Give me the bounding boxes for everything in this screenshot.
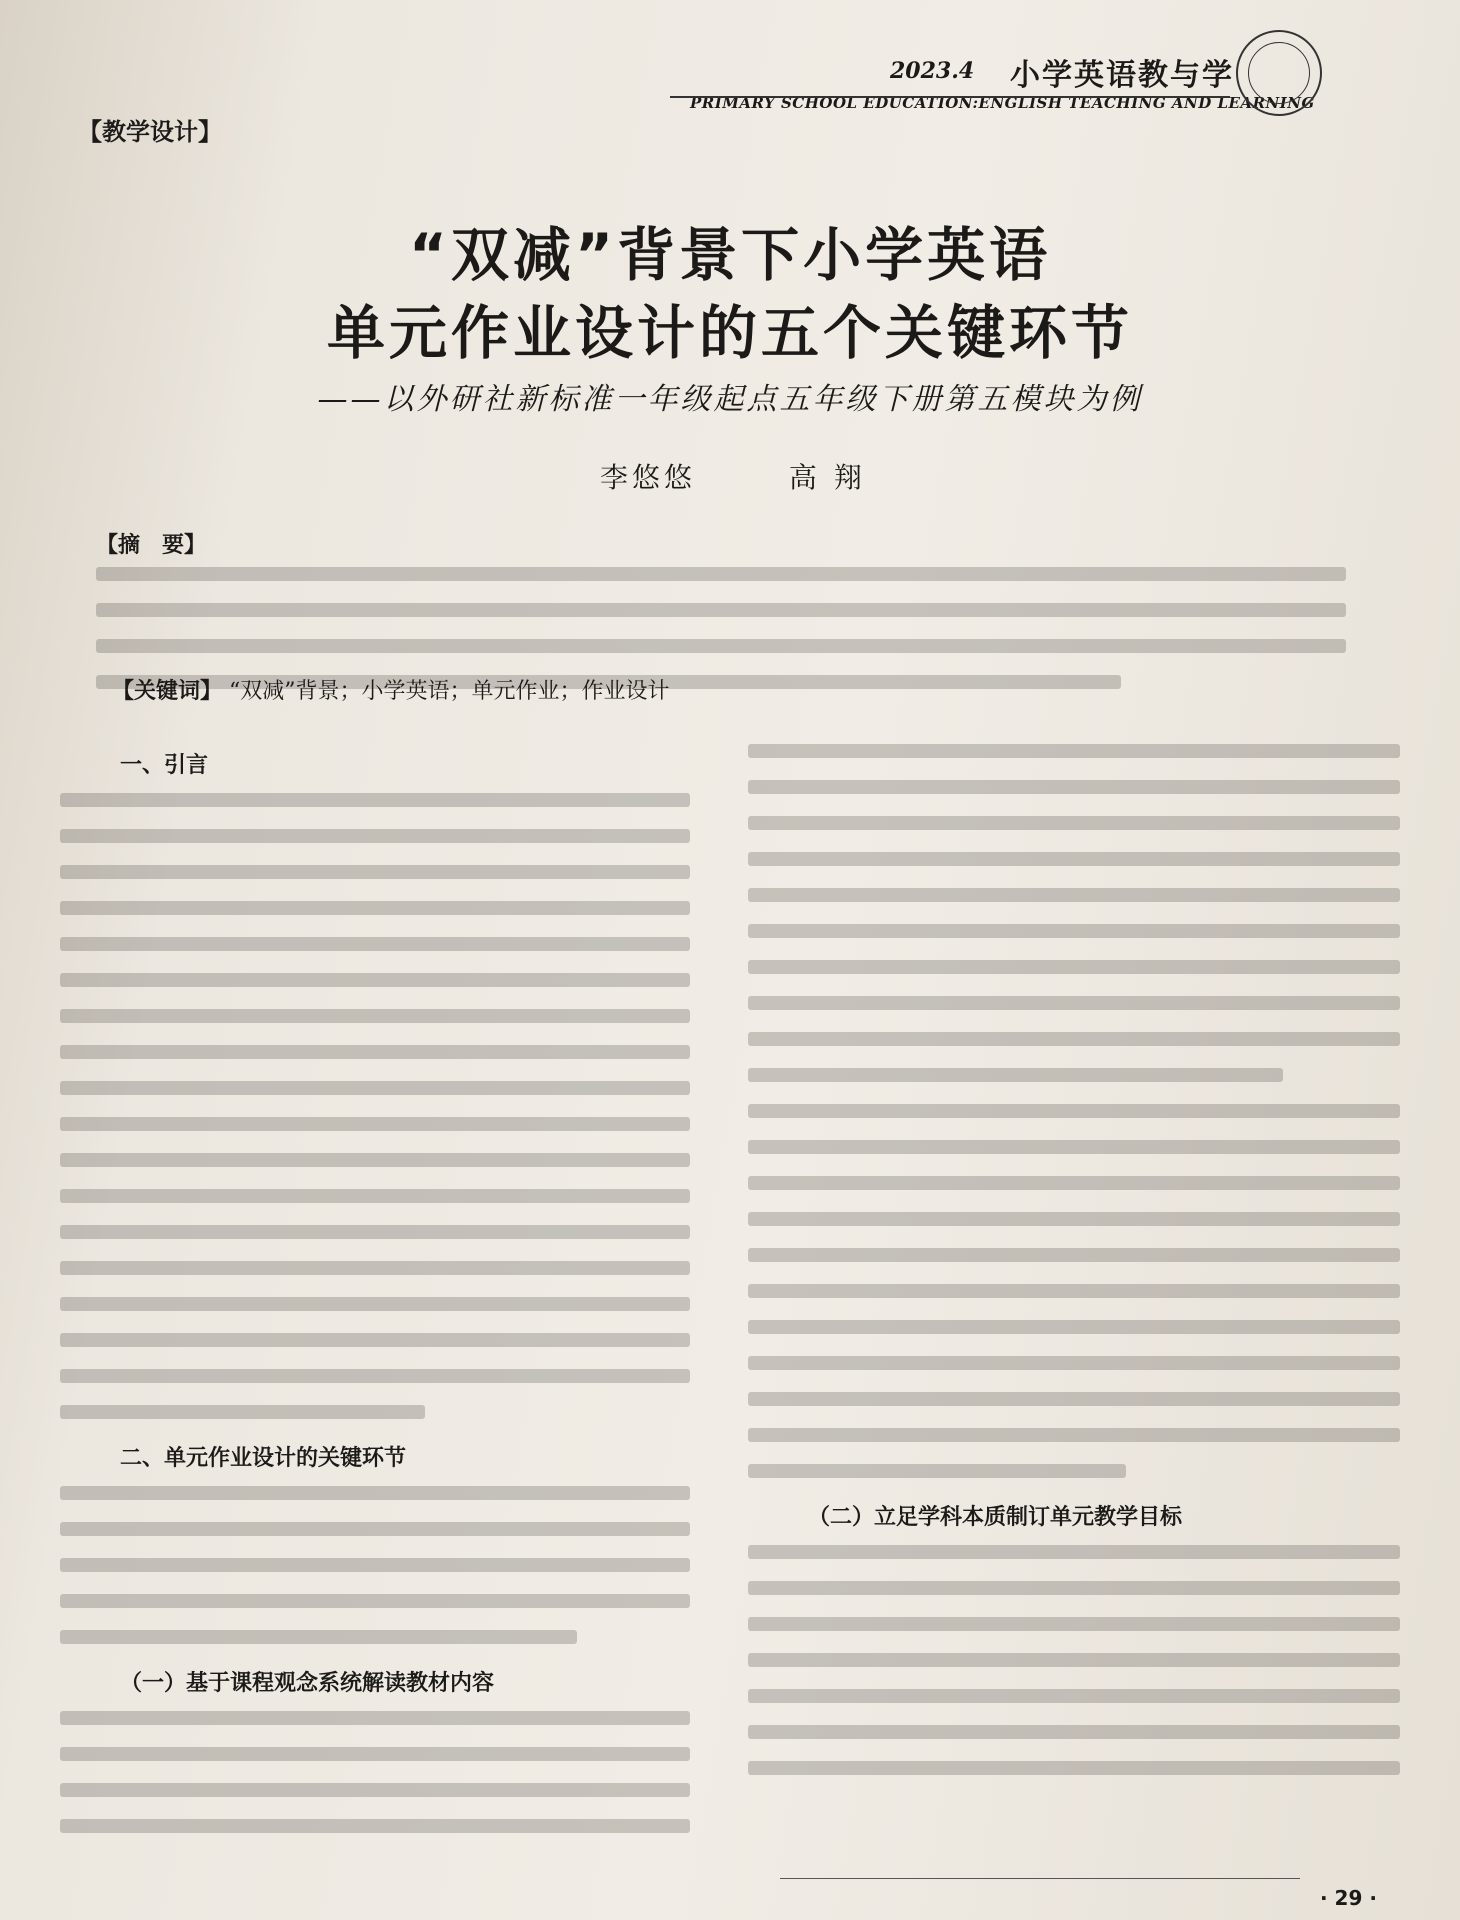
authors	[600, 456, 946, 496]
page-number: · 29 ·	[1320, 1886, 1377, 1910]
body-line	[60, 1783, 690, 1797]
body-line	[748, 780, 1400, 794]
keywords-value: “双减”背景；小学英语；单元作业；作业设计	[229, 679, 670, 704]
keywords-label: 【关键词】	[112, 679, 223, 704]
key-steps-heading: 二、单元作业设计的关键环节	[120, 1446, 407, 1471]
body-line	[748, 1761, 1400, 1775]
article-subtitle: ——以外研社新标准一年级起点五年级下册第五模块为例	[317, 382, 1143, 417]
header-rule	[670, 96, 1230, 98]
body-line	[60, 1711, 690, 1725]
body-line	[60, 1486, 690, 1500]
abstract-line	[96, 567, 1346, 581]
body-line	[60, 1819, 690, 1833]
sub2-heading: （二）立足学科本质制订单元教学目标	[808, 1505, 1183, 1530]
body-line	[748, 1320, 1400, 1334]
section-tag: 【教学设计】	[78, 118, 222, 146]
body-line	[748, 1581, 1400, 1595]
body-line	[60, 1369, 690, 1383]
body-line	[748, 1176, 1400, 1190]
body-line	[748, 1653, 1400, 1667]
intro-heading: 一、引言	[120, 753, 209, 778]
body-line	[748, 1068, 1283, 1082]
article-title-line-1: “双减”背景下小学英语	[408, 221, 1052, 289]
body-line	[748, 1725, 1400, 1739]
body-line	[748, 1212, 1400, 1226]
body-line	[748, 1356, 1400, 1370]
publisher-seal-icon	[1236, 30, 1322, 116]
body-line	[748, 744, 1400, 758]
body-line	[748, 1392, 1400, 1406]
body-line	[60, 865, 690, 879]
body-line	[60, 1522, 690, 1536]
body-line	[748, 1464, 1126, 1478]
keywords	[112, 674, 670, 705]
author-2: 高 翔	[788, 461, 866, 494]
body-line	[60, 1261, 690, 1275]
abstract-line	[96, 639, 1346, 653]
author-1: 李悠悠	[600, 461, 697, 494]
body-line	[748, 1284, 1400, 1298]
body-line	[748, 1545, 1400, 1559]
body-line	[748, 960, 1400, 974]
body-line	[748, 1248, 1400, 1262]
body-line	[60, 1333, 690, 1347]
body-line	[748, 1032, 1400, 1046]
body-line	[60, 1117, 690, 1131]
body-line	[748, 1104, 1400, 1118]
abstract-line	[96, 603, 1346, 617]
body-line	[60, 1630, 577, 1644]
body-line	[60, 973, 690, 987]
article-title-line-2: 单元作业设计的五个关键环节	[326, 299, 1133, 367]
journal-header	[690, 50, 1330, 110]
body-line	[748, 1140, 1400, 1154]
body-line	[60, 1081, 690, 1095]
body-line	[60, 1225, 690, 1239]
body-line	[60, 1045, 690, 1059]
body-line	[748, 1617, 1400, 1631]
left-column	[60, 744, 690, 1855]
journal-title-en: PRIMARY SCHOOL EDUCATION:ENGLISH TEACHING AND LEARNING	[690, 94, 1315, 112]
body-line	[60, 1594, 690, 1608]
journal-title-cn: 小学英语教与学	[1010, 58, 1234, 93]
body-line	[748, 852, 1400, 866]
body-line	[748, 924, 1400, 938]
body-line	[60, 937, 690, 951]
footer-rule	[780, 1878, 1300, 1879]
body-line	[60, 1189, 690, 1203]
body-line	[748, 1428, 1400, 1442]
sub1-heading: （一）基于课程观念系统解读教材内容	[120, 1671, 495, 1696]
body-line	[60, 1747, 690, 1761]
body-line	[60, 1153, 690, 1167]
body-line	[60, 1405, 425, 1419]
body-line	[60, 793, 690, 807]
body-line	[60, 1558, 690, 1572]
right-column	[748, 744, 1400, 1797]
body-line	[748, 1689, 1400, 1703]
body-line	[60, 901, 690, 915]
body-line	[60, 829, 690, 843]
body-line	[60, 1009, 690, 1023]
body-line	[748, 888, 1400, 902]
body-line	[748, 996, 1400, 1010]
body-line	[748, 816, 1400, 830]
body-line	[60, 1297, 690, 1311]
issue-number: 2023.4	[890, 58, 975, 84]
abstract-label: 【摘 要】	[96, 533, 207, 558]
